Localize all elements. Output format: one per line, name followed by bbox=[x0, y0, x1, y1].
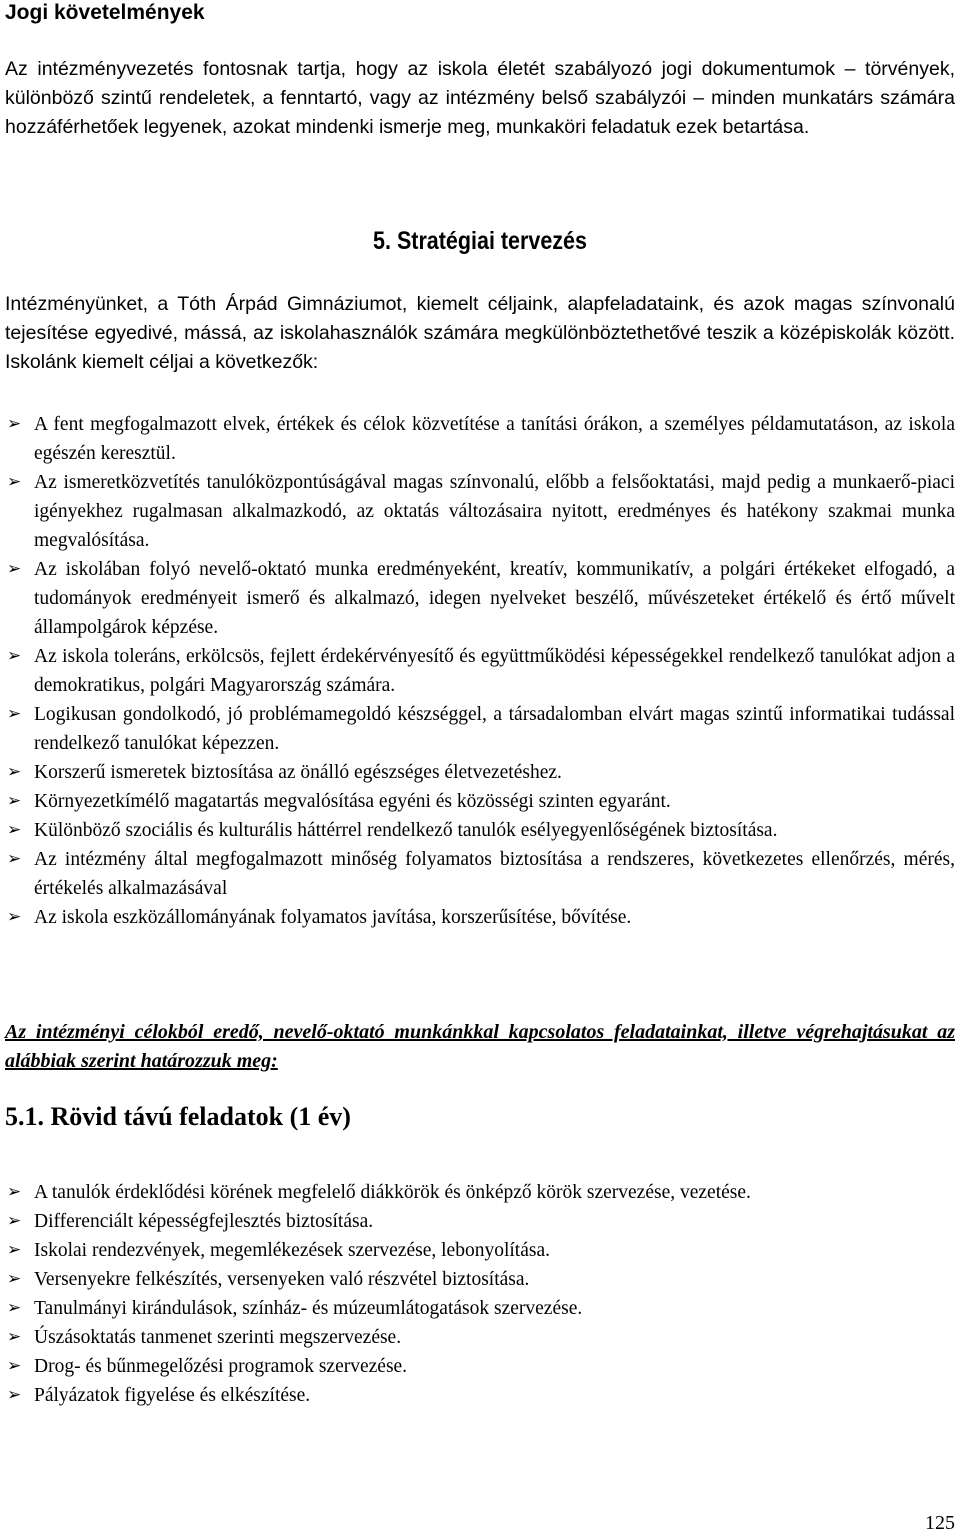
arrow-bullet-icon: ➢ bbox=[7, 1298, 22, 1318]
arrow-bullet-icon: ➢ bbox=[7, 1269, 22, 1289]
goal-text: Logikusan gondolkodó, jó problémamegoldó készséggel, a társadalomban elvárt magas szintű informatikai tudással rendelkező tanulókat képezzen. bbox=[34, 704, 955, 754]
goal-text: Különböző szociális és kulturális háttérrel rendelkező tanulók esélyegyenlőségének biztosítása. bbox=[34, 820, 778, 841]
heading-rovid-tavu-feladatok: 5.1. Rövid távú feladatok (1 év) bbox=[5, 1102, 351, 1131]
arrow-bullet-icon: ➢ bbox=[7, 907, 22, 927]
task-text: Versenyekre felkészítés, versenyeken való részvétel biztosítása. bbox=[34, 1269, 530, 1290]
goal-text: Az intézmény által megfogalmazott minőség folyamatos biztosítása a rendszeres, következetes ellenőrzés, mérés, értékelés alkalmazásával bbox=[34, 849, 955, 899]
task-text: Iskolai rendezvények, megemlékezések szervezése, lebonyolítása. bbox=[34, 1240, 550, 1261]
list-item bbox=[5, 845, 955, 903]
list-item bbox=[5, 816, 955, 845]
paragraph-strategiai: Intézményünket, a Tóth Árpád Gimnáziumot, kiemelt céljaink, alapfeladataink, és azok magas színvonalú tejesítése egyedivé, mássá, az iskolahasználók számára megkülönböztethetővé teszik a középiskolák között. Iskolánk kiemelt céljai a következők: bbox=[5, 293, 955, 373]
arrow-bullet-icon: ➢ bbox=[7, 762, 22, 782]
task-text: Pályázatok figyelése és elkészítése. bbox=[34, 1385, 311, 1406]
list-item bbox=[5, 700, 955, 758]
task-text: Drog- és bűnmegelőzési programok szervezése. bbox=[34, 1356, 408, 1377]
heading-jogi-kovetelmenyek: Jogi követelmények bbox=[5, 1, 205, 24]
list-item bbox=[5, 642, 955, 700]
goal-text: Korszerű ismeretek biztosítása az önálló egészséges életvezetéshez. bbox=[34, 762, 562, 783]
list-item bbox=[5, 1265, 955, 1294]
arrow-bullet-icon: ➢ bbox=[7, 1182, 22, 1202]
goal-text: Az iskolában folyó nevelő-oktató munka eredményeként, kreatív, kommunikatív, a polgári értékeket elfogadó, a tudományok eredményeit ismerő és alkalmazó, idegen nyelveket beszélő, művészeteket értékelő és értő művelt állampolgárok képzése. bbox=[34, 559, 955, 638]
page-number: 125 bbox=[925, 1512, 955, 1534]
task-text: Tanulmányi kirándulások, színház- és múzeumlátogatások szervezése. bbox=[34, 1298, 583, 1319]
list-item bbox=[5, 1207, 955, 1236]
list-item bbox=[5, 1178, 955, 1207]
arrow-bullet-icon: ➢ bbox=[7, 646, 22, 666]
list-item bbox=[5, 787, 955, 816]
list-item bbox=[5, 468, 955, 555]
goal-text: Az iskola toleráns, erkölcsös, fejlett érdekérvényesítő és együttműködési képességekkel rendelkező tanulókat adjon a demokratikus, polgári Magyarország számára. bbox=[34, 646, 955, 696]
goal-text: Az ismeretközvetítés tanulóközpontúságával magas színvonalú, előbb a felsőoktatási, majd pedig a munkaerő-piaci igényekhez rugalmasan alkalmazkodó, az oktatás változásaira nyitott, eredményes és hatékony szakmai munka megvalósítása. bbox=[34, 472, 955, 551]
list-item bbox=[5, 410, 955, 468]
list-item bbox=[5, 903, 955, 932]
goal-text: Az iskola eszközállományának folyamatos javítása, korszerűsítése, bővítése. bbox=[34, 907, 632, 928]
task-text: Úszásoktatás tanmenet szerinti megszervezése. bbox=[34, 1327, 402, 1348]
goal-text: A fent megfogalmazott elvek, értékek és célok közvetítése a tanítási órákon, a személyes példamutatáson, az iskola egészén keresztül. bbox=[34, 414, 955, 464]
arrow-bullet-icon: ➢ bbox=[7, 472, 22, 492]
tasks-list bbox=[5, 1178, 955, 1410]
goals-list bbox=[5, 410, 955, 932]
paragraph-jogi: Az intézményvezetés fontosnak tartja, hogy az iskola életét szabályozó jogi dokumentumok – törvények, különböző szintű rendeletek, a fenntartó, vagy az intézmény belső szabályzói – minden munkatárs számára hozzáférhetőek legyenek, azokat mindenki ismerje meg, munkaköri feladatuk ezek betartása. bbox=[5, 58, 955, 138]
task-text: A tanulók érdeklődési körének megfelelő diákkörök és önképző körök szervezése, vezetése. bbox=[34, 1182, 751, 1203]
list-item bbox=[5, 555, 955, 642]
arrow-bullet-icon: ➢ bbox=[7, 849, 22, 869]
goal-text: Környezetkímélő magatartás megvalósítása egyéni és közösségi szinten egyaránt. bbox=[34, 791, 671, 812]
tasks-intro: Az intézményi célokból eredő, nevelő-oktató munkánkkal kapcsolatos feladatainkat, illetve végrehajtásukat az alábbiak szerint határozzuk meg: bbox=[5, 1021, 955, 1072]
arrow-bullet-icon: ➢ bbox=[7, 559, 22, 579]
list-item bbox=[5, 1323, 955, 1352]
arrow-bullet-icon: ➢ bbox=[7, 820, 22, 840]
task-text: Differenciált képességfejlesztés biztosítása. bbox=[34, 1211, 374, 1232]
arrow-bullet-icon: ➢ bbox=[7, 791, 22, 811]
arrow-bullet-icon: ➢ bbox=[7, 414, 22, 434]
arrow-bullet-icon: ➢ bbox=[7, 1240, 22, 1260]
list-item bbox=[5, 1236, 955, 1265]
list-item bbox=[5, 758, 955, 787]
list-item bbox=[5, 1294, 955, 1323]
arrow-bullet-icon: ➢ bbox=[7, 1327, 22, 1347]
list-item bbox=[5, 1381, 955, 1410]
arrow-bullet-icon: ➢ bbox=[7, 704, 22, 724]
arrow-bullet-icon: ➢ bbox=[7, 1356, 22, 1376]
heading-strategiai-tervezes: 5. Stratégiai tervezés bbox=[373, 227, 587, 255]
arrow-bullet-icon: ➢ bbox=[7, 1385, 22, 1405]
arrow-bullet-icon: ➢ bbox=[7, 1211, 22, 1231]
list-item bbox=[5, 1352, 955, 1381]
